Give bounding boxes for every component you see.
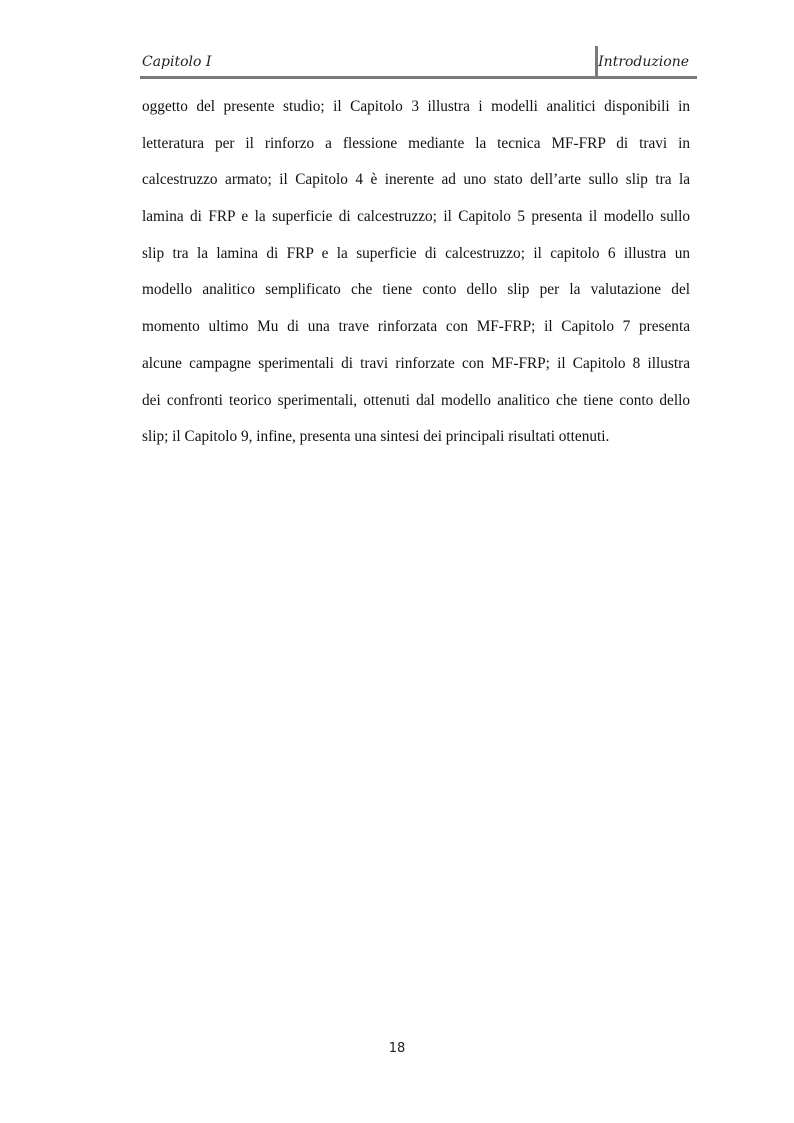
header-rule <box>140 76 697 79</box>
text-line: momento ultimo Mu di una trave rinforzata con MF-FRP; il Capitolo 7 presenta <box>142 318 690 336</box>
text-line: calcestruzzo armato; il Capitolo 4 è inerente ad uno stato dell’arte sullo slip tra la <box>142 171 690 189</box>
page-header <box>140 46 697 78</box>
text-line: lamina di FRP e la superficie di calcestruzzo; il Capitolo 5 presenta il modello sullo <box>142 208 690 226</box>
text-line: alcune campagne sperimentali di travi rinforzate con MF-FRP; il Capitolo 8 illustra <box>142 354 690 372</box>
text-line: slip; il Capitolo 9, infine, presenta una sintesi dei principali risultati ottenuti. <box>142 428 610 446</box>
text-line: slip tra la lamina di FRP e la superficie di calcestruzzo; il capitolo 6 illustra un <box>142 244 690 262</box>
text-line: dei confronti teorico sperimentali, ottenuti dal modello analitico che tiene conto dello <box>142 391 690 409</box>
text-line: letteratura per il rinforzo a flessione mediante la tecnica MF-FRP di travi in <box>142 134 690 152</box>
page-number: 18 <box>388 1041 406 1056</box>
text-line: oggetto del presente studio; il Capitolo 3 illustra i modelli analitici disponibili in <box>142 98 690 115</box>
body-paragraph <box>142 96 690 463</box>
header-section: Introduzione <box>598 54 689 70</box>
text-line: modello analitico semplificato che tiene conto dello slip per la valutazione del <box>142 281 690 299</box>
header-chapter: Capitolo I <box>142 54 212 70</box>
